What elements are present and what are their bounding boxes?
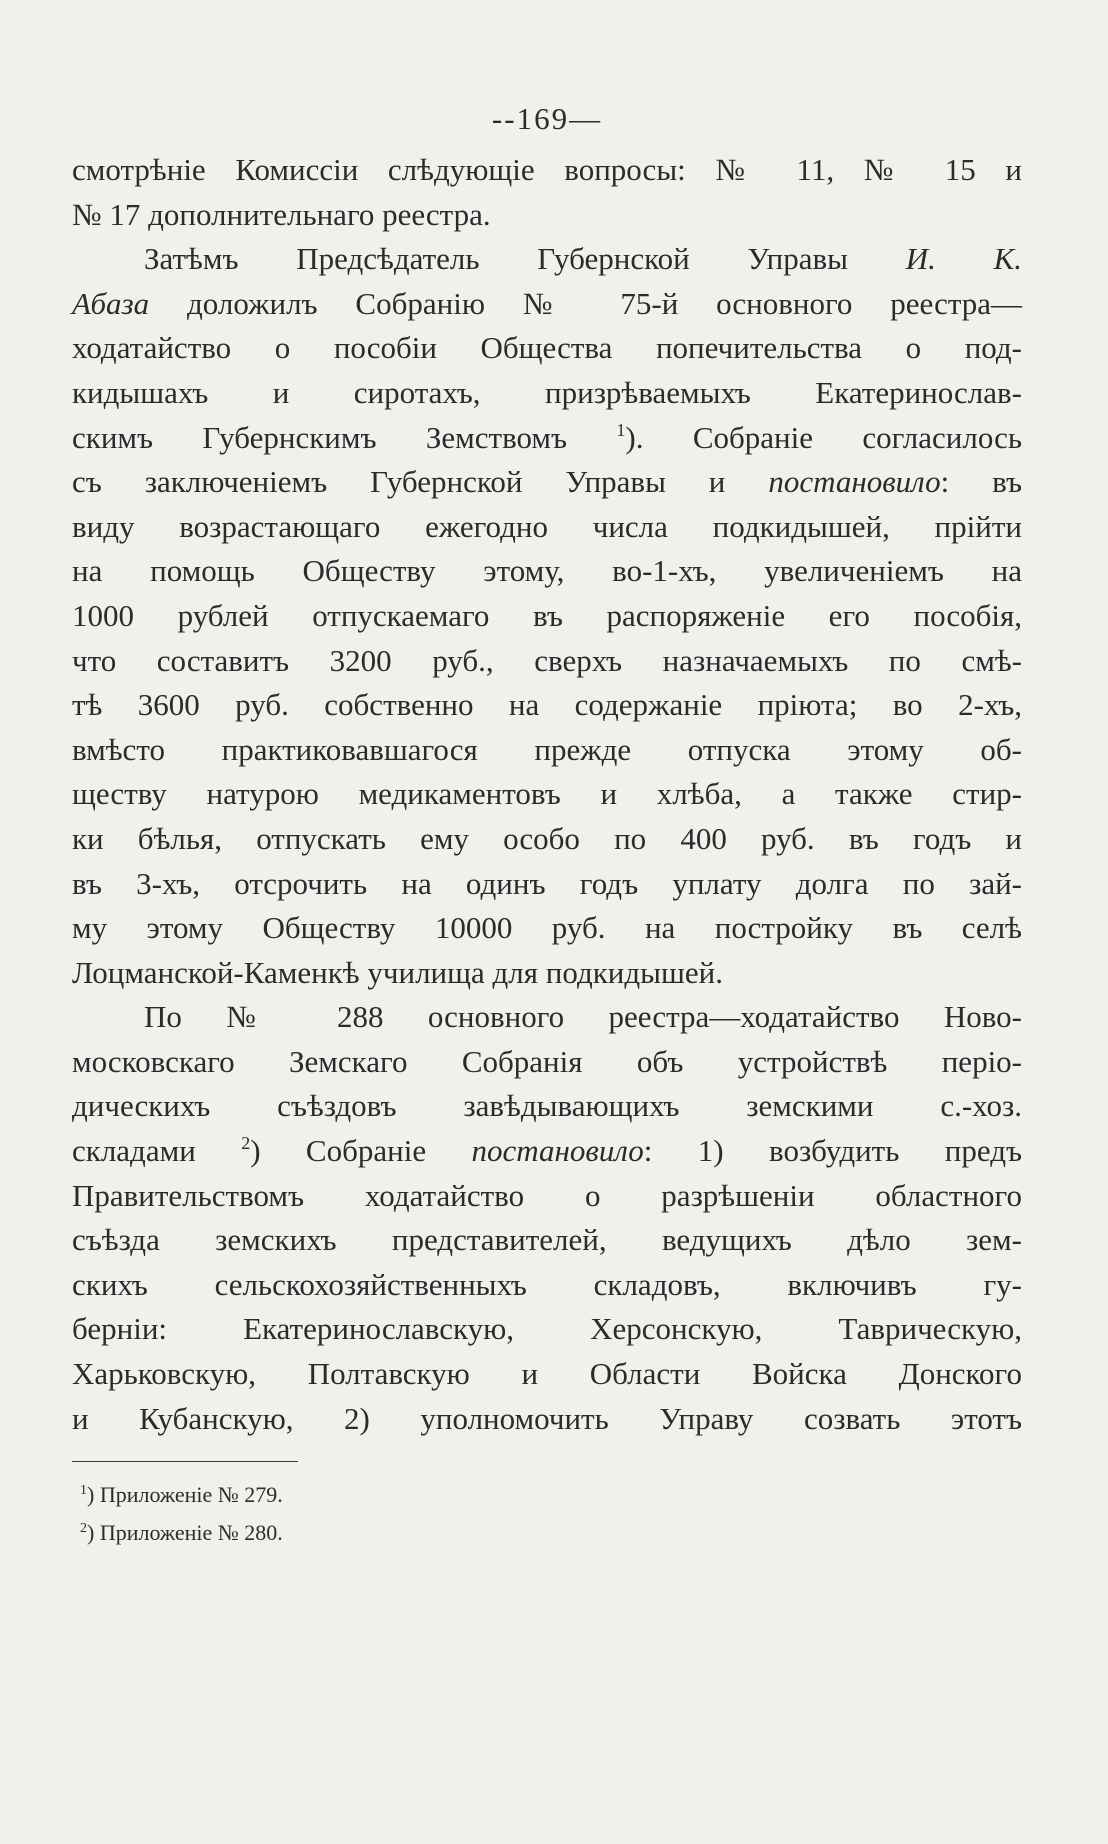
text-line: му этому Обществу 10000 руб. на постройку въ селѣ [72,910,1022,946]
body-text [72,148,1022,1441]
text-line: Правительствомъ ходатайство о разрѣшеніи областного [72,1177,1022,1213]
footnote: $^2$) Приложеніе № 280. [80,1520,283,1546]
text-line: скихъ сельскохозяйственныхъ складовъ, включивъ гу- [72,1266,1022,1302]
text-line: берніи: Екатеринославскую, Херсонскую, Таврическую, [72,1311,1022,1347]
footnote-ref: 1 [616,419,626,440]
text-line: складами $^2$) Собраніе постановило: 1) возбудить предъ [72,1133,1023,1169]
text-line: ки бѣлья, отпускать ему особо по 400 руб. въ годъ и [72,820,1022,856]
text-line: кидышахъ и сиротахъ, призрѣваемыхъ Екатеринослав- [72,374,1022,410]
text-line: По № 288 основного реестра—ходатайство Ново- [144,999,1022,1035]
text-line: съѣзда земскихъ представителей, ведущихъ дѣло зем- [72,1222,1022,1258]
footnote-ref: 2 [241,1133,251,1154]
text-line: виду возрастающаго ежегодно числа подкидышей, прійти [72,508,1022,544]
text-line: № 17 дополнительнаго реестра. [72,196,491,232]
text-line: вмѣсто практиковавшагося прежде отпуска этому об- [72,731,1022,767]
text-line: и Кубанскую, 2) уполномочить Управу созвать этотъ [72,1400,1022,1436]
footnotes [72,1476,1022,1552]
text-line: тѣ 3600 руб. собственно на содержаніе пріюта; во 2-хъ, [72,687,1022,723]
author-surname: Абаза [72,285,150,321]
text-line: Затѣмъ Предсѣдатель Губернской Управы И. К. [144,241,1022,277]
footnote: $^1$) Приложеніе № 279. [80,1482,283,1508]
text-line: 1000 рублей отпускаемаго въ распоряженіе его пособія, [72,597,1022,633]
text-line: ходатайство о пособіи Общества попечительства о под- [72,330,1022,366]
page-number: --169— [491,101,603,136]
author-name-initials: И. К. [905,241,1022,277]
text-line: Харьковскую, Полтавскую и Области Войска Донского [72,1356,1022,1392]
emphasis: постановило [768,464,941,500]
text-line: скимъ Губернскимъ Земствомъ $^1$). Собраніе согласилось [72,419,1022,455]
text-line: въ 3-хъ, отсрочить на одинъ годъ уплату долга по зай- [72,865,1022,901]
text-line: Лоцманской-Каменкѣ училища для подкидышей. [72,954,723,990]
text-line: московскаго Земскаго Собранія объ устройствѣ періо- [72,1043,1022,1079]
text-line: Абаза доложилъ Собранію № 75-й основного реестра— [72,285,1023,321]
text-line: что составитъ 3200 руб., сверхъ назначаемыхъ по смѣ- [72,642,1022,678]
text-line: дическихъ съѣздовъ завѣдывающихъ земскими с.-хоз. [72,1088,1022,1124]
footnote-divider [72,1461,298,1462]
text-line: ществу натурою медикаментовъ и хлѣба, а также стир- [72,776,1022,812]
text-line: смотрѣніе Комиссіи слѣдующіе вопросы: № 11, № 15 и [72,152,1022,187]
emphasis: постановило [471,1133,644,1169]
text-line: на помощь Обществу этому, во-1-хъ, увеличеніемъ на [72,553,1022,589]
text-line: съ заключеніемъ Губернской Управы и постановило: въ [72,464,1022,500]
